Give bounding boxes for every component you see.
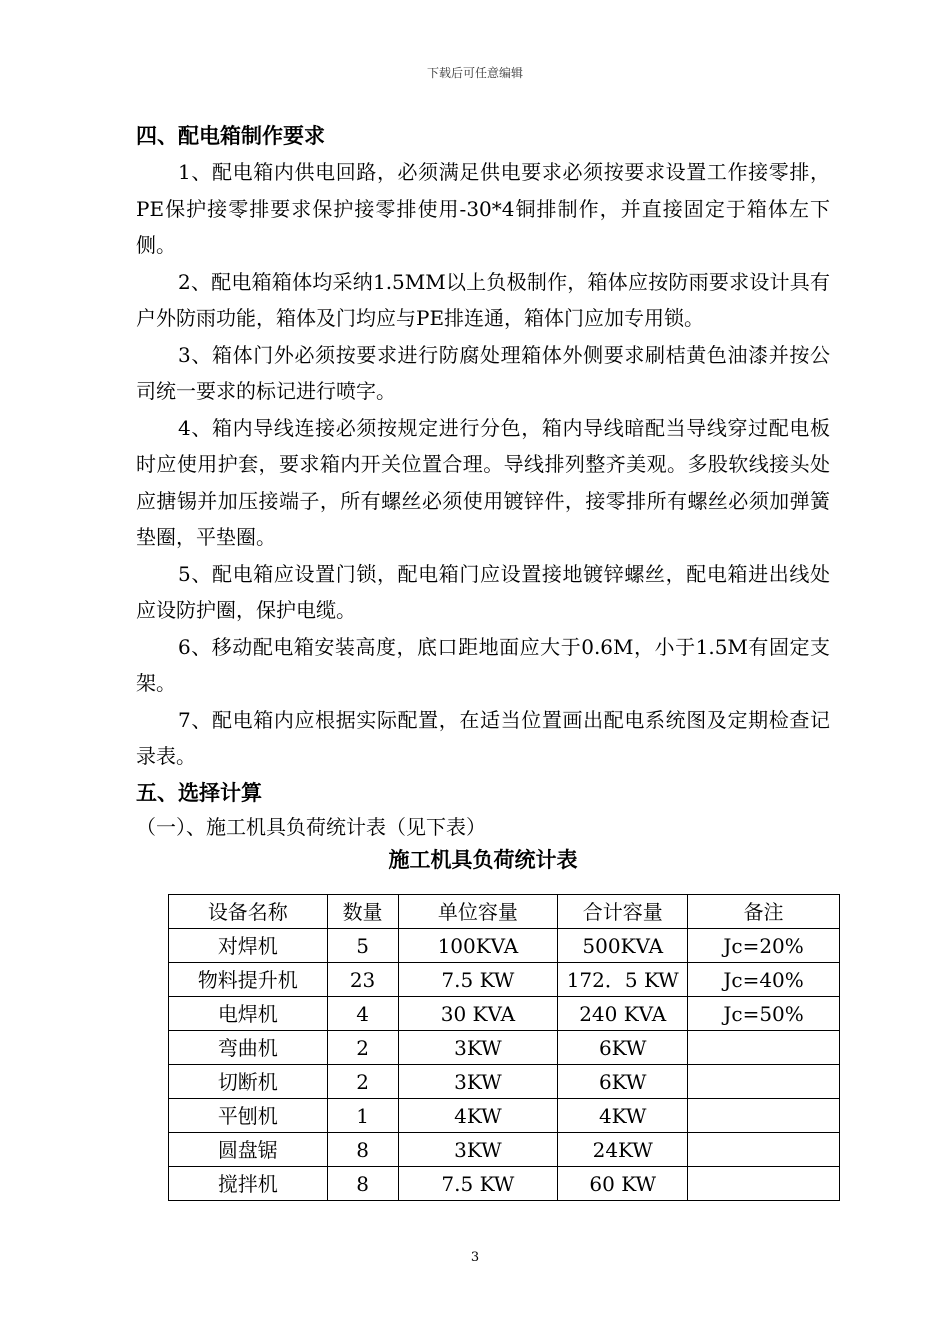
header-cell-total-capacity: 合计容量 — [558, 895, 688, 929]
table-row — [169, 1167, 840, 1201]
remarks-cell: Jc=50% — [688, 997, 840, 1031]
table-row — [169, 929, 840, 963]
equipment-name-cell: 平刨机 — [169, 1099, 328, 1133]
table-row — [169, 1065, 840, 1099]
unit-capacity-cell: 7.5 KW — [398, 1167, 558, 1201]
total-capacity-cell: 240 KVA — [558, 997, 688, 1031]
unit-capacity-cell: 3KW — [398, 1031, 558, 1065]
total-capacity-cell: 500KVA — [558, 929, 688, 963]
equipment-load-table — [168, 894, 840, 1201]
quantity-cell: 5 — [327, 929, 398, 963]
unit-capacity-cell: 3KW — [398, 1065, 558, 1099]
unit-capacity-cell: 7.5 KW — [398, 963, 558, 997]
unit-capacity-cell: 30 KVA — [398, 997, 558, 1031]
remarks-cell: Jc=40% — [688, 963, 840, 997]
equipment-name-cell: 电焊机 — [169, 997, 328, 1031]
total-capacity-cell: 6KW — [558, 1065, 688, 1099]
unit-capacity-cell: 3KW — [398, 1133, 558, 1167]
header-cell-unit-capacity: 单位容量 — [398, 895, 558, 929]
table-row — [169, 963, 840, 997]
section-4-paragraph-2: 2、配电箱箱体均采纳1.5MM以上负极制作，箱体应按防雨要求设计具有户外防雨功能，箱体及门均应与PE排连通，箱体门应加专用锁。 — [136, 269, 830, 330]
quantity-cell: 4 — [327, 997, 398, 1031]
quantity-cell: 8 — [327, 1133, 398, 1167]
section-4-paragraph-4: 4、箱内导线连接必须按规定进行分色，箱内导线暗配当导线穿过配电板时应使用护套，要求箱内开关位置合理。导线排列整齐美观。多股软线接头处应搪锡并加压接端子，所有螺丝必须使用镀锌件，接零排所有螺丝必须加弹簧垫圈，平垫圈。 — [136, 415, 830, 549]
page-number: 3 — [470, 1250, 480, 1265]
remarks-cell — [688, 1133, 840, 1167]
section-4-paragraph-1: 1、配电箱内供电回路，必须满足供电要求必须按要求设置工作接零排，PE保护接零排要求保护接零排使用-30*4铜排制作，并直接固定于箱体左下侧。 — [136, 160, 830, 257]
table-row — [169, 1031, 840, 1065]
quantity-cell: 8 — [327, 1167, 398, 1201]
section-4-paragraph-3: 3、箱体门外必须按要求进行防腐处理箱体外侧要求刷桔黄色油漆并按公司统一要求的标记进行喷字。 — [136, 342, 830, 403]
document-body — [136, 118, 830, 877]
section-5-subtitle: （一）、施工机具负荷统计表（见下表） — [136, 814, 486, 839]
table-row — [169, 1099, 840, 1133]
total-capacity-cell: 24KW — [558, 1133, 688, 1167]
equipment-name-cell: 对焊机 — [169, 929, 328, 963]
remarks-cell — [688, 1167, 840, 1201]
section-4-paragraph-6: 6、移动配电箱安装高度，底口距地面应大于0.6M，小于1.5M有固定支架。 — [136, 634, 830, 695]
table-row — [169, 1133, 840, 1167]
table-title: 施工机具负荷统计表 — [388, 846, 578, 872]
quantity-cell: 2 — [327, 1065, 398, 1099]
equipment-name-cell: 切断机 — [169, 1065, 328, 1099]
total-capacity-cell: 172．5 KW — [558, 963, 688, 997]
remarks-cell — [688, 1065, 840, 1099]
total-capacity-cell: 4KW — [558, 1099, 688, 1133]
unit-capacity-cell: 100KVA — [398, 929, 558, 963]
header-cell-quantity: 数量 — [327, 895, 398, 929]
remarks-cell — [688, 1099, 840, 1133]
equipment-name-cell: 搅拌机 — [169, 1167, 328, 1201]
section-4-title: 四、配电箱制作要求 — [136, 123, 325, 148]
equipment-name-cell: 圆盘锯 — [169, 1133, 328, 1167]
quantity-cell: 2 — [327, 1031, 398, 1065]
table-row — [169, 997, 840, 1031]
header-cell-remarks: 备注 — [688, 895, 840, 929]
remarks-cell — [688, 1031, 840, 1065]
section-4-paragraph-7: 7、配电箱内应根据实际配置，在适当位置画出配电系统图及定期检查记录表。 — [136, 707, 830, 768]
equipment-name-cell: 物料提升机 — [169, 963, 328, 997]
header-cell-name: 设备名称 — [169, 895, 328, 929]
table-header-row — [169, 895, 840, 929]
remarks-cell: Jc=20% — [688, 929, 840, 963]
quantity-cell: 23 — [327, 963, 398, 997]
total-capacity-cell: 6KW — [558, 1031, 688, 1065]
section-4-paragraph-5: 5、配电箱应设置门锁，配电箱门应设置接地镀锌螺丝，配电箱进出线处应设防护圈，保护电缆。 — [136, 561, 830, 622]
equipment-name-cell: 弯曲机 — [169, 1031, 328, 1065]
section-5-title: 五、选择计算 — [136, 779, 262, 805]
unit-capacity-cell: 4KW — [398, 1099, 558, 1133]
page-header: 下载后可任意编辑 — [426, 66, 523, 80]
total-capacity-cell: 60 KW — [558, 1167, 688, 1201]
quantity-cell: 1 — [327, 1099, 398, 1133]
